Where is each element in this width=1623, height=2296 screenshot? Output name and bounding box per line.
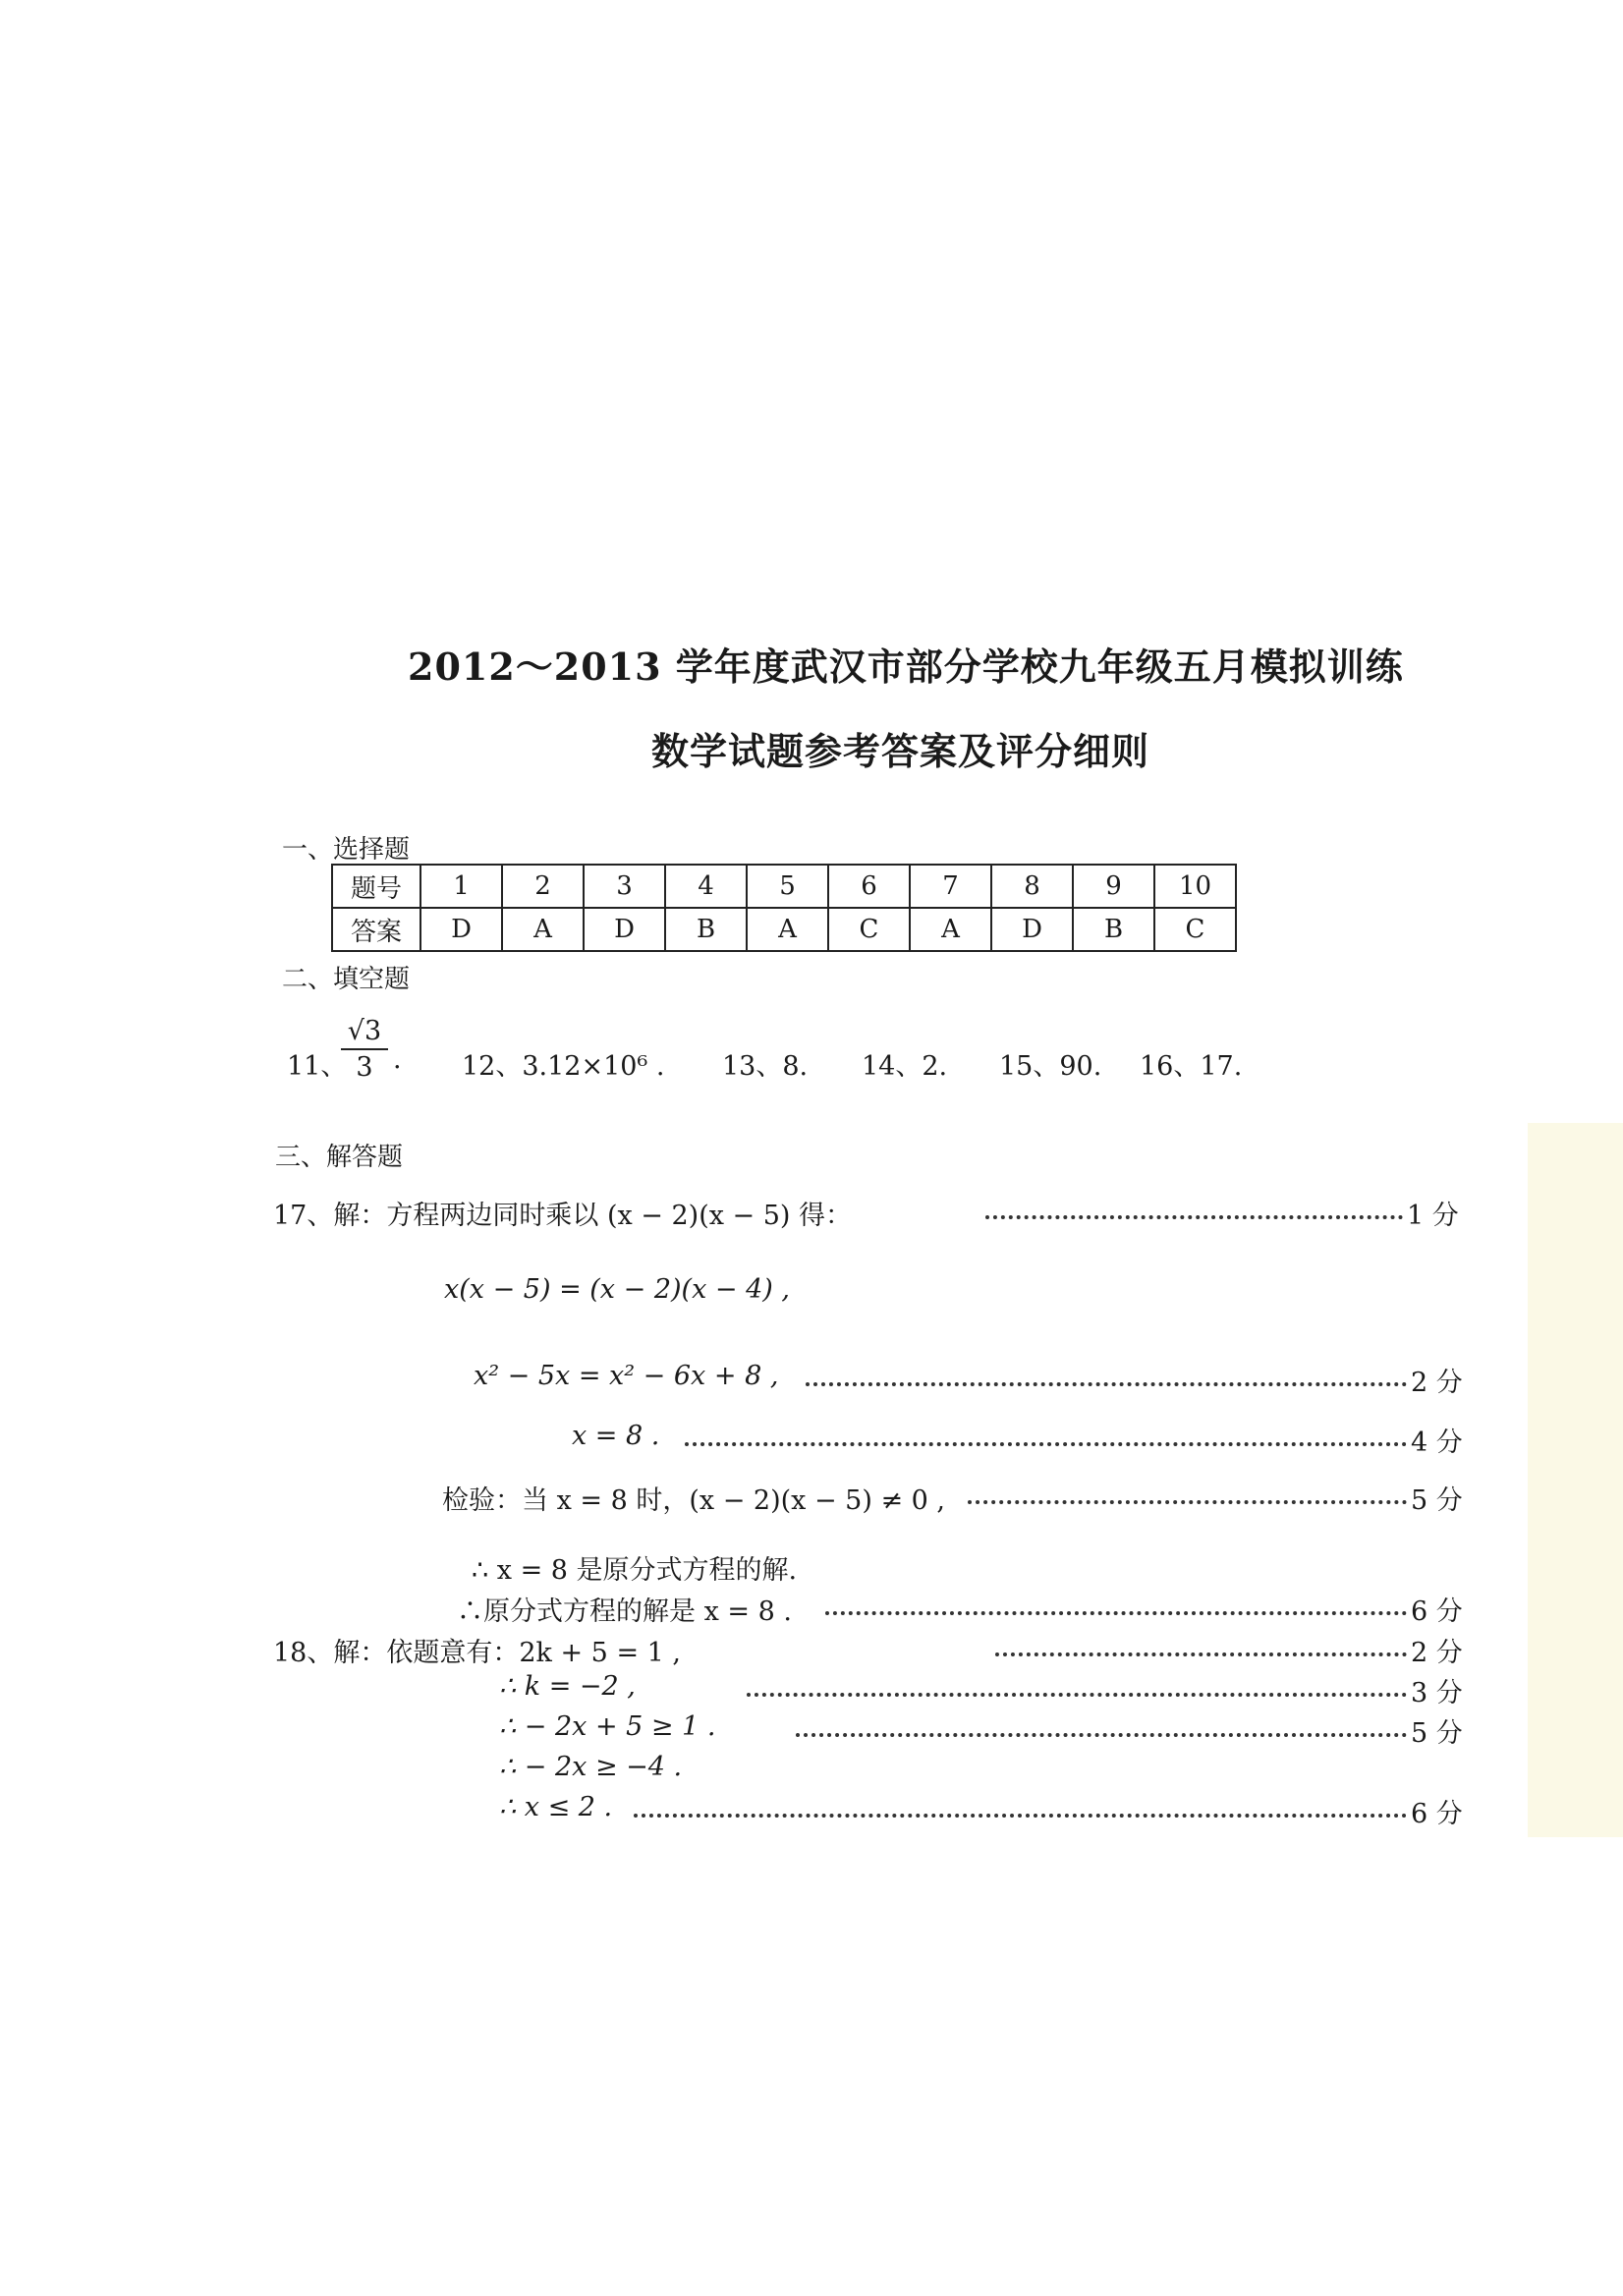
section-heading-solve: 三、解答题 <box>275 1143 404 1172</box>
table-cell-answer: D <box>991 908 1073 951</box>
table-cell-number: 3 <box>584 865 665 908</box>
leader-dots <box>685 1442 1407 1446</box>
q18-line2: ∴ k = −2 , <box>499 1671 636 1702</box>
leader-dots <box>825 1611 1407 1615</box>
q17-line1-points: 1 分 <box>1407 1201 1459 1231</box>
table-cell-answer: A <box>747 908 828 951</box>
q17-line5: 检验：当 x = 8 时，(x − 2)(x − 5) ≠ 0 , <box>442 1485 946 1516</box>
table-cell-answer: C <box>1154 908 1236 951</box>
leader-dots <box>796 1733 1407 1737</box>
table-cell-number: 6 <box>828 865 910 908</box>
leader-dots <box>634 1814 1407 1818</box>
q18-line1-points: 2 分 <box>1411 1638 1463 1668</box>
table-row-numbers <box>332 865 1236 908</box>
q11-numerator: √3 <box>341 1016 388 1050</box>
table-cell-answer: D <box>420 908 502 951</box>
q11-fraction <box>341 1016 388 1083</box>
leader-dots <box>806 1382 1407 1386</box>
q18-line3: ∴ − 2x + 5 ≥ 1 . <box>499 1711 716 1742</box>
section-heading-choice: 一、选择题 <box>282 835 411 865</box>
section-heading-fill: 二、填空题 <box>282 965 411 994</box>
q17-line7-points: 6 分 <box>1411 1596 1463 1627</box>
table-cell-answer: D <box>584 908 665 951</box>
q14-answer: 14、2. <box>862 1051 948 1082</box>
table-cell-answer: B <box>665 908 747 951</box>
doc-title-line1: 2012～2013 学年度武汉市部分学校九年级五月模拟训练 <box>408 644 1404 689</box>
table-cell-number: 10 <box>1154 865 1236 908</box>
q18-line1: 18、解：依题意有：2k + 5 = 1 , <box>273 1638 681 1668</box>
table-header-answer: 答案 <box>332 908 420 951</box>
q16-answer: 16、17. <box>1140 1051 1243 1082</box>
q12-answer: 12、3.12×10⁶ . <box>462 1051 665 1082</box>
table-cell-number: 9 <box>1073 865 1154 908</box>
leader-dots <box>985 1215 1403 1219</box>
leader-dots <box>995 1652 1407 1656</box>
table-cell-answer: A <box>910 908 991 951</box>
q18-line5: ∴ x ≤ 2 . <box>499 1792 613 1822</box>
q18-line3-points: 5 分 <box>1411 1718 1463 1749</box>
table-cell-number: 8 <box>991 865 1073 908</box>
leader-dots <box>968 1500 1407 1504</box>
table-cell-number: 7 <box>910 865 991 908</box>
q17-line3: x² − 5x = x² − 6x + 8 , <box>474 1361 779 1391</box>
q17-line3-points: 2 分 <box>1411 1368 1463 1398</box>
table-cell-number: 1 <box>420 865 502 908</box>
q17-line5-points: 5 分 <box>1411 1485 1463 1516</box>
q17-line4-points: 4 分 <box>1411 1428 1463 1458</box>
table-cell-answer: B <box>1073 908 1154 951</box>
q18-line4: ∴ − 2x ≥ −4 . <box>499 1752 683 1782</box>
q17-line2: x(x − 5) = (x − 2)(x − 4) , <box>444 1274 790 1305</box>
table-header-number: 题号 <box>332 865 420 908</box>
q17-line6: ∴ x = 8 是原分式方程的解. <box>472 1555 798 1586</box>
table-cell-answer: A <box>502 908 584 951</box>
q17-line1: 17、解：方程两边同时乘以 (x − 2)(x − 5) 得： <box>273 1201 853 1231</box>
q11-label: 11、 <box>287 1051 348 1082</box>
table-cell-number: 2 <box>502 865 584 908</box>
q11-tail: . <box>393 1044 402 1075</box>
q17-line7: ∴原分式方程的解是 x = 8 . <box>457 1596 792 1627</box>
answer-table <box>331 864 1237 952</box>
doc-title-line2: 数学试题参考答案及评分细则 <box>651 729 1150 773</box>
q18-line2-points: 3 分 <box>1411 1678 1463 1708</box>
q13-answer: 13、8. <box>722 1051 809 1082</box>
q11-denominator: 3 <box>356 1052 373 1083</box>
q18-line5-points: 6 分 <box>1411 1799 1463 1829</box>
q17-line4: x = 8 . <box>572 1421 660 1451</box>
table-cell-answer: C <box>828 908 910 951</box>
table-cell-number: 4 <box>665 865 747 908</box>
side-panel <box>1528 1123 1623 1837</box>
leader-dots <box>747 1693 1407 1697</box>
table-cell-number: 5 <box>747 865 828 908</box>
q15-answer: 15、90. <box>999 1051 1102 1082</box>
table-row-answers <box>332 908 1236 951</box>
